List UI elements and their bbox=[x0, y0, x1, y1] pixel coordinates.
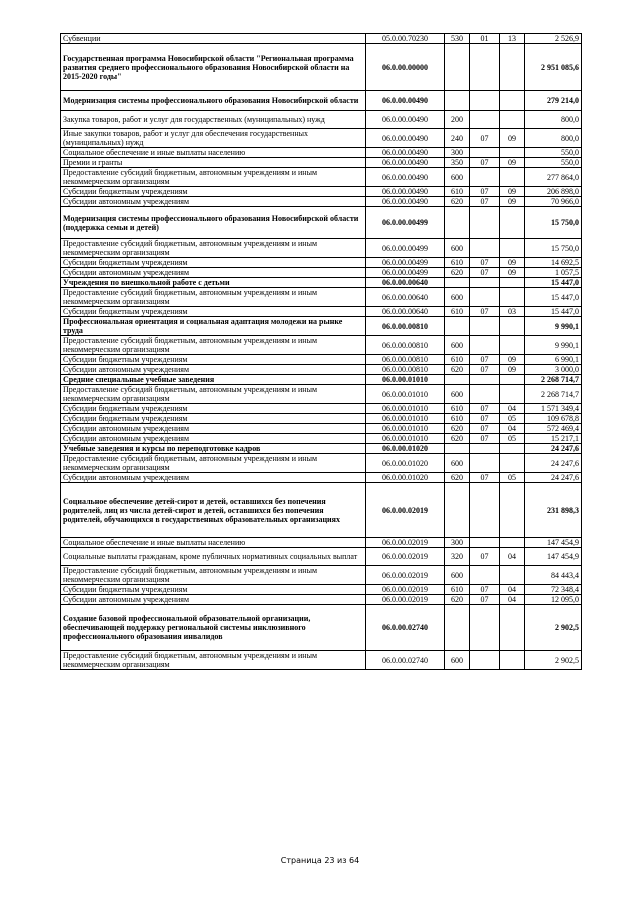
row-sum: 279 214,0 bbox=[525, 91, 582, 111]
table-row bbox=[61, 424, 582, 434]
row-rz bbox=[470, 336, 500, 355]
row-vr: 530 bbox=[445, 34, 470, 44]
row-pr: 05 bbox=[500, 434, 525, 444]
row-vr bbox=[445, 444, 470, 454]
row-sum: 206 898,0 bbox=[525, 187, 582, 197]
row-pr bbox=[500, 239, 525, 258]
table-row bbox=[61, 404, 582, 414]
table-row bbox=[61, 483, 582, 538]
row-sum: 24 247,6 bbox=[525, 454, 582, 473]
row-rz bbox=[470, 148, 500, 158]
row-sum: 15 447,0 bbox=[525, 288, 582, 307]
table-row bbox=[61, 385, 582, 404]
row-name: Субвенции bbox=[61, 34, 366, 44]
row-rz bbox=[470, 375, 500, 385]
row-pr: 09 bbox=[500, 187, 525, 197]
row-code: 06.0.00.01010 bbox=[366, 434, 445, 444]
row-rz bbox=[470, 483, 500, 538]
row-code: 06.0.00.00490 bbox=[366, 197, 445, 207]
row-rz: 07 bbox=[470, 258, 500, 268]
row-name: Субсидии автономным учреждениям bbox=[61, 424, 366, 434]
row-rz bbox=[470, 239, 500, 258]
table-row bbox=[61, 197, 582, 207]
row-code: 06.0.00.00490 bbox=[366, 187, 445, 197]
row-name: Социальное обеспечение детей-сирот и детей, оставшихся без попечения родителей, лиц из числа детей-сирот и детей, оставшихся без попечения родителей, обучающихся в государственных образовательных организациях bbox=[61, 483, 366, 538]
row-vr: 200 bbox=[445, 111, 470, 129]
row-code: 06.0.00.02019 bbox=[366, 585, 445, 595]
row-sum: 277 864,0 bbox=[525, 168, 582, 187]
row-rz bbox=[470, 538, 500, 548]
row-code: 06.0.00.01020 bbox=[366, 454, 445, 473]
row-pr: 09 bbox=[500, 258, 525, 268]
row-sum: 24 247,6 bbox=[525, 444, 582, 454]
table-row bbox=[61, 129, 582, 148]
row-sum: 2 902,5 bbox=[525, 651, 582, 670]
row-code: 06.0.00.00490 bbox=[366, 158, 445, 168]
row-sum: 550,0 bbox=[525, 148, 582, 158]
row-vr: 620 bbox=[445, 268, 470, 278]
row-code: 06.0.00.01010 bbox=[366, 385, 445, 404]
budget-table bbox=[60, 33, 582, 670]
table-row bbox=[61, 355, 582, 365]
row-name: Профессиональная ориентация и социальная адаптация молодежи на рынке труда bbox=[61, 317, 366, 336]
table-row bbox=[61, 317, 582, 336]
row-name: Социальные выплаты гражданам, кроме публичных нормативных социальных выплат bbox=[61, 548, 366, 566]
row-sum: 15 750,0 bbox=[525, 239, 582, 258]
row-name: Учебные заведения и курсы по переподготовке кадров bbox=[61, 444, 366, 454]
row-name: Субсидии автономным учреждениям bbox=[61, 595, 366, 605]
table-row bbox=[61, 365, 582, 375]
row-rz: 07 bbox=[470, 595, 500, 605]
row-rz bbox=[470, 444, 500, 454]
row-rz: 07 bbox=[470, 434, 500, 444]
row-name: Субсидии автономным учреждениям bbox=[61, 434, 366, 444]
row-vr: 620 bbox=[445, 595, 470, 605]
row-pr bbox=[500, 91, 525, 111]
row-vr: 600 bbox=[445, 336, 470, 355]
row-pr: 04 bbox=[500, 404, 525, 414]
row-vr: 350 bbox=[445, 158, 470, 168]
row-pr bbox=[500, 385, 525, 404]
row-sum: 15 447,0 bbox=[525, 278, 582, 288]
row-code: 06.0.00.00490 bbox=[366, 129, 445, 148]
row-rz: 07 bbox=[470, 197, 500, 207]
row-vr: 600 bbox=[445, 651, 470, 670]
row-rz: 07 bbox=[470, 187, 500, 197]
row-pr: 03 bbox=[500, 307, 525, 317]
row-code: 06.0.00.00490 bbox=[366, 91, 445, 111]
row-name: Предоставление субсидий бюджетным, автономным учреждениям и иным некоммерческим организациям bbox=[61, 454, 366, 473]
table-row bbox=[61, 148, 582, 158]
row-name: Предоставление субсидий бюджетным, автономным учреждениям и иным некоммерческим организациям bbox=[61, 385, 366, 404]
row-code: 06.0.00.02740 bbox=[366, 605, 445, 651]
row-code: 06.0.00.01020 bbox=[366, 473, 445, 483]
row-pr: 09 bbox=[500, 158, 525, 168]
row-pr bbox=[500, 207, 525, 239]
row-name: Государственная программа Новосибирской области "Региональная программа развития среднего профессионального образования Новосибирской области на 2015-2020 годы" bbox=[61, 44, 366, 91]
row-name: Субсидии автономным учреждениям bbox=[61, 365, 366, 375]
row-name: Учреждения по внешкольной работе с детьми bbox=[61, 278, 366, 288]
row-name: Субсидии автономным учреждениям bbox=[61, 197, 366, 207]
row-sum: 572 469,4 bbox=[525, 424, 582, 434]
row-rz: 07 bbox=[470, 158, 500, 168]
row-vr: 610 bbox=[445, 187, 470, 197]
row-sum: 147 454,9 bbox=[525, 538, 582, 548]
row-pr bbox=[500, 111, 525, 129]
row-pr bbox=[500, 538, 525, 548]
table-row bbox=[61, 44, 582, 91]
table-row bbox=[61, 548, 582, 566]
row-pr bbox=[500, 605, 525, 651]
row-code: 06.0.00.00810 bbox=[366, 365, 445, 375]
table-row bbox=[61, 207, 582, 239]
row-name: Средние специальные учебные заведения bbox=[61, 375, 366, 385]
row-sum: 15 750,0 bbox=[525, 207, 582, 239]
row-code: 06.0.00.00490 bbox=[366, 168, 445, 187]
row-pr: 09 bbox=[500, 355, 525, 365]
table-row bbox=[61, 168, 582, 187]
row-name: Субсидии бюджетным учреждениям bbox=[61, 187, 366, 197]
table-row bbox=[61, 307, 582, 317]
row-rz: 01 bbox=[470, 34, 500, 44]
row-vr bbox=[445, 91, 470, 111]
row-vr: 300 bbox=[445, 538, 470, 548]
table-row bbox=[61, 585, 582, 595]
row-rz: 07 bbox=[470, 365, 500, 375]
row-sum: 15 217,1 bbox=[525, 434, 582, 444]
row-code: 06.0.00.00499 bbox=[366, 207, 445, 239]
row-name: Субсидии бюджетным учреждениям bbox=[61, 414, 366, 424]
row-sum: 800,0 bbox=[525, 111, 582, 129]
table-row bbox=[61, 278, 582, 288]
row-vr: 610 bbox=[445, 404, 470, 414]
row-name: Предоставление субсидий бюджетным, автономным учреждениям и иным некоммерческим организациям bbox=[61, 651, 366, 670]
row-code: 06.0.00.00499 bbox=[366, 239, 445, 258]
row-name: Социальное обеспечение и иные выплаты населению bbox=[61, 538, 366, 548]
row-pr: 09 bbox=[500, 365, 525, 375]
row-code: 06.0.00.02019 bbox=[366, 483, 445, 538]
row-vr: 610 bbox=[445, 355, 470, 365]
row-code: 06.0.00.02019 bbox=[366, 595, 445, 605]
row-vr: 610 bbox=[445, 585, 470, 595]
row-pr bbox=[500, 278, 525, 288]
row-sum: 800,0 bbox=[525, 129, 582, 148]
row-vr: 620 bbox=[445, 424, 470, 434]
row-name: Субсидии бюджетным учреждениям bbox=[61, 307, 366, 317]
row-name: Модернизация системы профессионального образования Новосибирской области (поддержка семьи и детей) bbox=[61, 207, 366, 239]
row-vr: 600 bbox=[445, 566, 470, 585]
table-row bbox=[61, 268, 582, 278]
row-sum: 12 095,0 bbox=[525, 595, 582, 605]
row-vr bbox=[445, 278, 470, 288]
row-rz bbox=[470, 317, 500, 336]
row-code: 06.0.00.01010 bbox=[366, 414, 445, 424]
row-name: Иные закупки товаров, работ и услуг для обеспечения государственных (муниципальных) нужд bbox=[61, 129, 366, 148]
row-pr: 13 bbox=[500, 34, 525, 44]
table-row bbox=[61, 34, 582, 44]
row-pr: 05 bbox=[500, 414, 525, 424]
row-vr: 600 bbox=[445, 288, 470, 307]
row-name: Предоставление субсидий бюджетным, автономным учреждениям и иным некоммерческим организациям bbox=[61, 566, 366, 585]
row-vr: 620 bbox=[445, 197, 470, 207]
row-code: 06.0.00.00000 bbox=[366, 44, 445, 91]
page-number: Страница 23 из 64 bbox=[280, 856, 360, 865]
table-row bbox=[61, 444, 582, 454]
row-sum: 14 692,5 bbox=[525, 258, 582, 268]
row-sum: 550,0 bbox=[525, 158, 582, 168]
row-sum: 1 571 349,4 bbox=[525, 404, 582, 414]
row-rz: 07 bbox=[470, 424, 500, 434]
row-vr bbox=[445, 44, 470, 91]
row-pr bbox=[500, 288, 525, 307]
row-rz: 07 bbox=[470, 473, 500, 483]
row-rz: 07 bbox=[470, 585, 500, 595]
row-sum: 109 678,8 bbox=[525, 414, 582, 424]
row-sum: 2 268 714,7 bbox=[525, 375, 582, 385]
row-sum: 15 447,0 bbox=[525, 307, 582, 317]
row-sum: 6 990,1 bbox=[525, 355, 582, 365]
row-name: Создание базовой профессиональной образовательной организации, обеспечивающей поддержку региональной системы инклюзивного профессионального образования инвалидов bbox=[61, 605, 366, 651]
row-pr bbox=[500, 317, 525, 336]
row-vr: 240 bbox=[445, 129, 470, 148]
row-rz bbox=[470, 207, 500, 239]
row-code: 06.0.00.00490 bbox=[366, 148, 445, 158]
row-pr bbox=[500, 44, 525, 91]
row-sum: 1 057,5 bbox=[525, 268, 582, 278]
row-vr: 600 bbox=[445, 454, 470, 473]
row-code: 06.0.00.00810 bbox=[366, 336, 445, 355]
row-name: Модернизация системы профессионального образования Новосибирской области bbox=[61, 91, 366, 111]
row-name: Субсидии бюджетным учреждениям bbox=[61, 585, 366, 595]
row-code: 05.0.00.70230 bbox=[366, 34, 445, 44]
row-code: 06.0.00.02019 bbox=[366, 548, 445, 566]
row-name: Субсидии бюджетным учреждениям bbox=[61, 355, 366, 365]
row-code: 06.0.00.01010 bbox=[366, 404, 445, 414]
row-vr: 620 bbox=[445, 473, 470, 483]
row-rz bbox=[470, 91, 500, 111]
row-vr: 600 bbox=[445, 239, 470, 258]
row-sum: 2 902,5 bbox=[525, 605, 582, 651]
row-code: 06.0.00.00640 bbox=[366, 278, 445, 288]
row-code: 06.0.00.02740 bbox=[366, 651, 445, 670]
row-pr: 09 bbox=[500, 197, 525, 207]
row-vr: 320 bbox=[445, 548, 470, 566]
row-rz bbox=[470, 168, 500, 187]
row-code: 06.0.00.01010 bbox=[366, 424, 445, 434]
row-vr: 620 bbox=[445, 365, 470, 375]
row-name: Социальное обеспечение и иные выплаты населению bbox=[61, 148, 366, 158]
row-rz bbox=[470, 288, 500, 307]
row-pr: 04 bbox=[500, 548, 525, 566]
row-code: 06.0.00.00490 bbox=[366, 111, 445, 129]
row-rz bbox=[470, 44, 500, 91]
row-name: Предоставление субсидий бюджетным, автономным учреждениям и иным некоммерческим организациям bbox=[61, 168, 366, 187]
row-name: Предоставление субсидий бюджетным, автономным учреждениям и иным некоммерческим организациям bbox=[61, 336, 366, 355]
row-sum: 9 990,1 bbox=[525, 336, 582, 355]
row-sum: 72 348,4 bbox=[525, 585, 582, 595]
row-code: 06.0.00.00810 bbox=[366, 317, 445, 336]
row-rz bbox=[470, 278, 500, 288]
table-row bbox=[61, 566, 582, 585]
row-pr bbox=[500, 168, 525, 187]
row-vr: 300 bbox=[445, 148, 470, 158]
budget-table-body bbox=[61, 34, 582, 670]
row-code: 06.0.00.01020 bbox=[366, 444, 445, 454]
row-rz: 07 bbox=[470, 355, 500, 365]
row-pr bbox=[500, 651, 525, 670]
row-pr bbox=[500, 375, 525, 385]
row-sum: 147 454,9 bbox=[525, 548, 582, 566]
row-rz: 07 bbox=[470, 548, 500, 566]
row-rz bbox=[470, 651, 500, 670]
row-code: 06.0.00.00640 bbox=[366, 288, 445, 307]
row-name: Субсидии бюджетным учреждениям bbox=[61, 404, 366, 414]
table-row bbox=[61, 595, 582, 605]
row-sum: 3 000,0 bbox=[525, 365, 582, 375]
table-row bbox=[61, 605, 582, 651]
table-row bbox=[61, 91, 582, 111]
row-pr bbox=[500, 148, 525, 158]
row-vr: 600 bbox=[445, 385, 470, 404]
row-pr bbox=[500, 483, 525, 538]
row-vr bbox=[445, 483, 470, 538]
table-row bbox=[61, 239, 582, 258]
row-rz: 07 bbox=[470, 268, 500, 278]
row-code: 06.0.00.01010 bbox=[366, 375, 445, 385]
row-pr bbox=[500, 336, 525, 355]
row-rz bbox=[470, 385, 500, 404]
row-code: 06.0.00.00499 bbox=[366, 268, 445, 278]
row-sum: 24 247,6 bbox=[525, 473, 582, 483]
row-vr: 610 bbox=[445, 258, 470, 268]
row-vr: 610 bbox=[445, 307, 470, 317]
row-pr: 04 bbox=[500, 595, 525, 605]
row-vr: 600 bbox=[445, 168, 470, 187]
row-sum: 2 526,9 bbox=[525, 34, 582, 44]
row-sum: 2 951 085,6 bbox=[525, 44, 582, 91]
row-rz bbox=[470, 454, 500, 473]
table-row bbox=[61, 454, 582, 473]
row-sum: 84 443,4 bbox=[525, 566, 582, 585]
row-code: 06.0.00.02019 bbox=[366, 538, 445, 548]
row-sum: 231 898,3 bbox=[525, 483, 582, 538]
row-rz: 07 bbox=[470, 414, 500, 424]
table-row bbox=[61, 375, 582, 385]
row-pr bbox=[500, 454, 525, 473]
row-pr: 09 bbox=[500, 268, 525, 278]
row-rz: 07 bbox=[470, 129, 500, 148]
table-row bbox=[61, 414, 582, 424]
row-pr bbox=[500, 566, 525, 585]
row-vr bbox=[445, 317, 470, 336]
row-sum: 70 966,0 bbox=[525, 197, 582, 207]
row-rz: 07 bbox=[470, 307, 500, 317]
table-row bbox=[61, 258, 582, 268]
row-rz: 07 bbox=[470, 404, 500, 414]
row-vr bbox=[445, 375, 470, 385]
table-row bbox=[61, 187, 582, 197]
row-code: 06.0.00.00640 bbox=[366, 307, 445, 317]
row-rz bbox=[470, 566, 500, 585]
table-row bbox=[61, 434, 582, 444]
table-row bbox=[61, 538, 582, 548]
row-pr: 04 bbox=[500, 585, 525, 595]
row-pr bbox=[500, 444, 525, 454]
row-code: 06.0.00.00810 bbox=[366, 355, 445, 365]
row-name: Закупка товаров, работ и услуг для государственных (муниципальных) нужд bbox=[61, 111, 366, 129]
table-row bbox=[61, 651, 582, 670]
row-sum: 9 990,1 bbox=[525, 317, 582, 336]
table-row bbox=[61, 288, 582, 307]
row-vr: 620 bbox=[445, 434, 470, 444]
row-vr bbox=[445, 605, 470, 651]
row-rz bbox=[470, 111, 500, 129]
table-row bbox=[61, 473, 582, 483]
row-name: Предоставление субсидий бюджетным, автономным учреждениям и иным некоммерческим организациям bbox=[61, 288, 366, 307]
row-code: 06.0.00.00499 bbox=[366, 258, 445, 268]
row-code: 06.0.00.02019 bbox=[366, 566, 445, 585]
row-pr: 04 bbox=[500, 424, 525, 434]
row-name: Субсидии автономным учреждениям bbox=[61, 473, 366, 483]
row-name: Премии и гранты bbox=[61, 158, 366, 168]
table-row bbox=[61, 336, 582, 355]
row-pr: 05 bbox=[500, 473, 525, 483]
table-row bbox=[61, 111, 582, 129]
row-sum: 2 268 714,7 bbox=[525, 385, 582, 404]
table-row bbox=[61, 158, 582, 168]
row-rz bbox=[470, 605, 500, 651]
row-name: Субсидии автономным учреждениям bbox=[61, 268, 366, 278]
row-vr: 610 bbox=[445, 414, 470, 424]
row-name: Предоставление субсидий бюджетным, автономным учреждениям и иным некоммерческим организациям bbox=[61, 239, 366, 258]
row-name: Субсидии бюджетным учреждениям bbox=[61, 258, 366, 268]
row-vr bbox=[445, 207, 470, 239]
row-pr: 09 bbox=[500, 129, 525, 148]
